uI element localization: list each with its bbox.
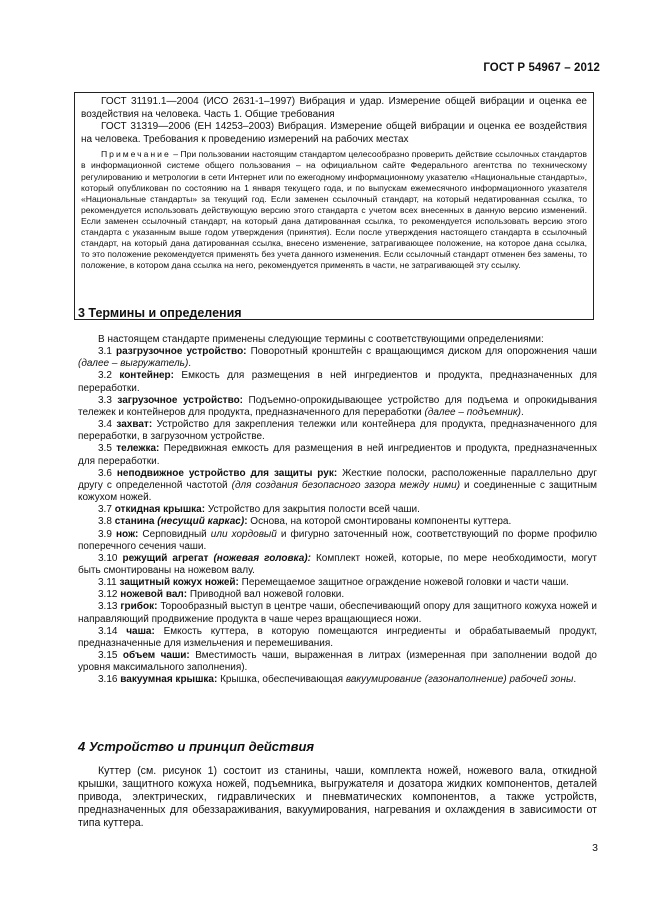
section-4-paragraph: Куттер (см. рисунок 1) состоит из станины, чаши, комплекта ножей, ножевого вала, откидной крышки, защитного кожуха ножей, подъемника, выгружателя и дозатора жидких компонентов, деталей привода, электрических, гидравлических и пневматических компонентов, а также устройств, предназначенных для обеззараживания, вакуумирования, нагревания и охлаждения в зависимости от типа куттера.	[78, 765, 597, 830]
note-label: Примечание	[101, 149, 171, 160]
term-label: вакуумная крышка:	[120, 674, 218, 686]
terms-intro: В настоящем стандарте применены следующие термины с соответствующими определениями:	[98, 334, 544, 345]
term-3-10: 3.10 режущий агрегат (ножевая головка): Комплект ножей, которые, по мере необходимости, могут быть смонтированы на ножевом валу.	[78, 552, 597, 576]
term-label: загрузочное устройство:	[117, 394, 244, 406]
term-label: грибок:	[120, 601, 158, 613]
term-label: чаша:	[126, 625, 155, 637]
term-label: контейнер:	[119, 370, 174, 382]
reference-gost-31191: ГОСТ 31191.1—2004 (ИСО 2631-1–1997) Вибрация и удар. Измерение общей вибрации и оценка ее воздействия на человека. Часть 1. Общие требования	[81, 96, 587, 120]
section-3-title: 3 Термины и определения	[78, 306, 242, 320]
term-3-5: 3.5 тележка: Передвижная емкость для размещения в ней ингредиентов и продукта, предназначенных для переработки.	[78, 443, 597, 467]
term-3-12: 3.12 ножевой вал: Приводной вал ножевой головки.	[98, 589, 345, 601]
page-number: 3	[592, 842, 598, 854]
term-label: откидная крышка:	[114, 504, 206, 516]
term-3-3: 3.3 загрузочное устройство: Подъемно-опрокидывающее устройство для подъема и опрокидывания тележек и контейнеров для продукта, предназначенного для переработки (далее – подъемник).	[78, 394, 597, 418]
term-label: тележка:	[116, 443, 160, 455]
note-text: – При пользовании настоящим стандартом целесообразно проверить действие ссылочных стандартов в информационной системе общего пользования – на официальном сайте Федерального агентства по техническому регулированию и метрологии в сети Интернет или по ежегодному информационному указателю «Национальные стандарты», который опубликован по состоянию на 1 января текущего года, и по выпускам ежемесячного информационного указателя «Национальные стандарты» за текущий год. Если заменен ссылочный стандарт, на который недатированная ссылка, то рекомендуется использовать действующую версию этого стандарта с учетом всех внесенных в данную версию изменений. Если заменен ссылочный стандарт, на который дана датированная ссылка, то рекомендуется использовать версию этого стандарта с указанным выше годом утверждения (принятия). Если после утверждения настоящего стандарта в ссылочный стандарт, на который дана датированная ссылка, внесено изменение, затрагивающее положение, на которое дана ссылка, то это положение рекомендуется применять без учета данного изменения. Если ссылочный стандарт отменен без замены, то положение, в котором дана ссылка на него, рекомендуется применять в части, не затрагивающей эту ссылку.	[81, 149, 587, 271]
term-3-4: 3.4 захват: Устройство для закрепления тележки или контейнера для продукта, предназначенного для переработки, в загрузочном устройстве.	[78, 419, 597, 443]
term-3-7: 3.7 откидная крышка: Устройство для закрытия полости всей чаши.	[98, 504, 420, 516]
term-3-13: 3.13 грибок: Торообразный выступ в центре чаши, обеспечивающий опору для защитного кожуха ножей и направляющий продвижение продукта в чаше через вращающиеся ножи.	[78, 601, 597, 625]
term-3-14: 3.14 чаша: Емкость куттера, в которую помещаются ингредиенты и обрабатываемый продукт, предназначенные для измельчения и перемешивания.	[78, 625, 597, 649]
term-3-9: 3.9 нож: Серповидный или хордовый и фигурно заточенный нож, соответствующий по форме профилю поперечного сечения чаши.	[78, 528, 597, 552]
term-3-6: 3.6 неподвижное устройство для защиты рук: Жесткие полоски, расположенные параллельно друг другу с определенной частотой (для создания безопасного зазора между ними) и соединенные с защитным кожухом ножей.	[78, 467, 598, 504]
references-note	[81, 149, 587, 271]
term-3-2: 3.2 контейнер: Емкость для размещения в ней ингредиентов и продукта, предназначенных для переработки.	[78, 370, 598, 394]
section-4-title: 4 Устройство и принцип действия	[78, 739, 315, 754]
term-3-15: 3.15 объем чаши: Вместимость чаши, выраженная в литрах (измеренная при заполнении водой до уровня максимального заполнения).	[78, 650, 597, 674]
term-label: объем чаши:	[122, 650, 190, 662]
term-3-11: 3.11 защитный кожух ножей: Перемещаемое защитное ограждение ножевой головки и части чаши.	[98, 577, 569, 589]
section-3-terms	[78, 334, 597, 687]
term-3-16: 3.16 вакуумная крышка: Крышка, обеспечивающая вакуумирование (газонаполнение) рабочей зоны.	[98, 674, 577, 686]
term-label: режущий агрегат	[122, 552, 209, 564]
term-3-1: 3.1 разгрузочное устройство: Поворотный кронштейн с вращающимся диском для опорожнения чаши (далее – выгружатель).	[78, 346, 597, 370]
term-label: захват:	[116, 419, 153, 431]
term-3-8: 3.8 станина (несущий каркас): Основа, на которой смонтированы компоненты куттера.	[98, 516, 512, 528]
section-4-body	[78, 765, 597, 830]
reference-gost-31319: ГОСТ 31319—2006 (ЕН 14253–2003) Вибрация. Измерение общей вибрации и оценка ее воздействия на человека. Требования к проведению измерений на рабочих местах	[81, 121, 587, 145]
term-label: ножевой вал:	[120, 589, 188, 601]
references-box	[74, 92, 594, 320]
term-label: нож:	[115, 528, 139, 540]
term-label: неподвижное устройство для защиты рук:	[116, 467, 338, 479]
term-label: защитный кожух ножей:	[119, 577, 239, 589]
document-header-id: ГОСТ Р 54967 – 2012	[483, 62, 600, 74]
term-label: разгрузочное устройство:	[115, 346, 247, 358]
term-label: станина	[114, 516, 155, 528]
